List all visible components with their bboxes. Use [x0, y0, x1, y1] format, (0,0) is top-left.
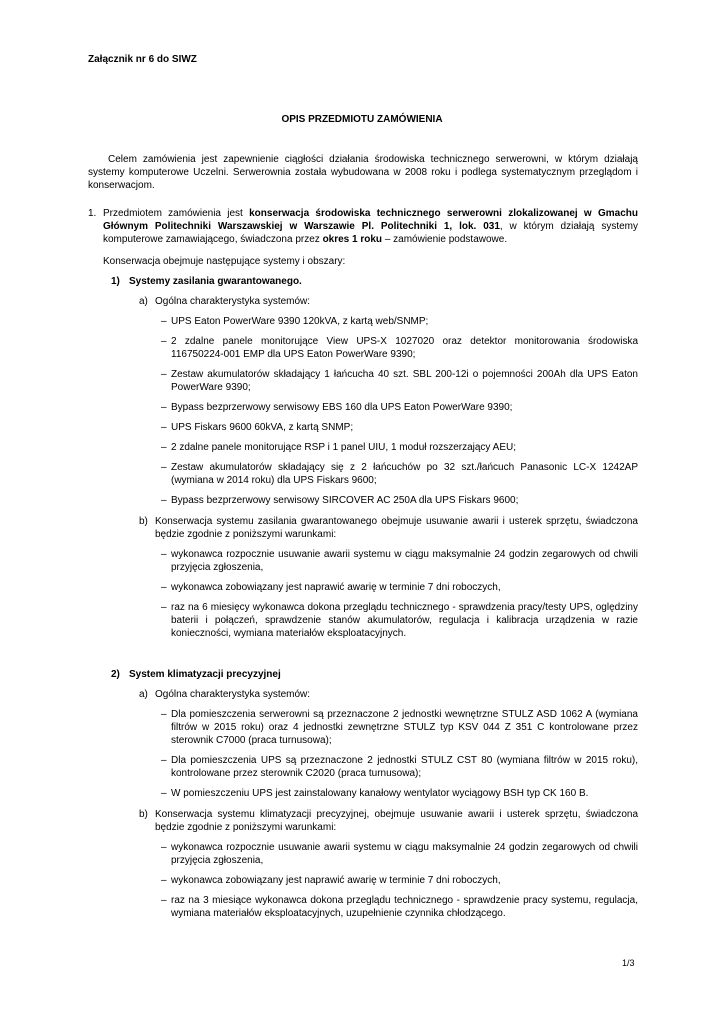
- section-1b-title: Konserwacja systemu zasilania gwarantowanego obejmuje usuwanie awarii i usterek sprzętu, świadczona będzie zgodnie z poniższymi warunkami:: [155, 516, 638, 540]
- section-2b-title: Konserwacja systemu klimatyzacji precyzyjnej, obejmuje usuwanie awarii i usterek sprzętu, świadczona będzie zgodnie z poniższymi warunkami:: [155, 809, 638, 833]
- section-1a-title: Ogólna charakterystyka systemów:: [155, 296, 311, 307]
- list-item: – wykonawca zobowiązany jest naprawić awarię w terminie 7 dni roboczych,: [161, 875, 501, 886]
- list-item: – wykonawca rozpocznie usuwanie awarii systemu w ciągu maksymalnie 24 godzin zegarowych od chwili przyjęcia zgłoszenia,: [161, 842, 638, 866]
- section-2-number: 2): [111, 669, 120, 680]
- list-item: – Zestaw akumulatorów składający się z 2 łańcuchów po 32 szt./łańcuch Panasonic LC-X 1242AP (wymiana w 2014 roku) dla UPS Fiskars 9600;: [161, 462, 638, 486]
- list-item: – 2 zdalne panele monitorujące RSP i 1 panel UIU, 1 moduł rozszerzający AEU;: [161, 442, 516, 453]
- page-number: 1/3: [622, 958, 635, 968]
- list-item: – Bypass bezprzerwowy serwisowy EBS 160 dla UPS Eaton PowerWare 9390;: [161, 402, 513, 413]
- scope-paragraph: Konserwacja obejmuje następujące systemy i obszary:: [103, 256, 346, 267]
- list-item: – 2 zdalne panele monitorujące View UPS-X 1027020 oraz detektor monitorowania środowiska 116750224-001 EMP dla UPS Eaton PowerWare 9390;: [161, 336, 638, 360]
- intro-paragraph: Celem zamówienia jest zapewnienie ciągłości działania środowiska technicznego serwerowni, w którym działają systemy komputerowe Uczelni. Serwerownia została wybudowana w 2008 roku i podlega systematycznym przeglądom i konserwacjom.: [88, 154, 638, 191]
- section-1a-label: a): [139, 296, 148, 307]
- section-1-title: Systemy zasilania gwarantowanego.: [129, 276, 302, 287]
- list-item: – raz na 3 miesiące wykonawca dokona przeglądu technicznego - sprawdzenie pracy systemu, regulacja, wymiana materiałów eksploatacyjnych, uzupełnienie czynnika chłodzącego.: [161, 895, 638, 919]
- section-2-title: System klimatyzacji precyzyjnej: [129, 669, 281, 680]
- attachment-header: Załącznik nr 6 do SIWZ: [88, 54, 197, 65]
- point-1-number: 1.: [88, 208, 97, 219]
- list-item: – Zestaw akumulatorów składający 1 łańcucha 40 szt. SBL 200-12i o pojemności 200Ah dla UPS Eaton PowerWare 9390;: [161, 369, 638, 393]
- list-item: – UPS Eaton PowerWare 9390 120kVA, z kartą web/SNMP;: [161, 316, 429, 327]
- list-item: – raz na 6 miesięcy wykonawca dokona przeglądu technicznego - sprawdzenia pracy/testy UPS, oględziny baterii i połączeń, sprawdzenie stanów akumulatorów, regulacja i kalibracja urządzenia w razie konieczności, wymiana materiałów eksploatacyjnych.: [161, 602, 638, 639]
- section-2a-label: a): [139, 689, 148, 700]
- list-item: – UPS Fiskars 9600 60kVA, z kartą SNMP;: [161, 422, 354, 433]
- list-item: – Dla pomieszczenia UPS są przeznaczone 2 jednostki STULZ CST 80 (wymiana filtrów w 2015 roku), kontrolowane przez sterownik C2020 (praca turnusowa);: [161, 755, 638, 779]
- section-1b-label: b): [139, 516, 148, 527]
- section-2a-title: Ogólna charakterystyka systemów:: [155, 689, 311, 700]
- list-item: – W pomieszczeniu UPS jest zainstalowany kanałowy wentylator wyciągowy BSH typ CK 160 B.: [161, 788, 589, 799]
- list-item: – Bypass bezprzerwowy serwisowy SIRCOVER AC 250A dla UPS Fiskars 9600;: [161, 495, 519, 506]
- section-1-number: 1): [111, 276, 120, 287]
- page-title: OPIS PRZEDMIOTU ZAMÓWIENIA: [281, 114, 443, 125]
- list-item: – wykonawca zobowiązany jest naprawić awarię w terminie 7 dni roboczych,: [161, 582, 501, 593]
- section-2b-label: b): [139, 809, 148, 820]
- point-1-text: Przedmiotem zamówienia jest konserwacja środowiska technicznego serwerowni zlokalizowanej w Gmachu Głównym Politechniki Warszawskiej w Warszawie Pl. Politechniki 1, lok. 031, w którym działają systemy komputerowe zamawiającego, świadczona przez okres 1 roku – zamówienie podstawowe.: [103, 208, 639, 245]
- list-item: – Dla pomieszczenia serwerowni są przeznaczone 2 jednostki wewnętrzne STULZ ASD 1062 A (wymiana filtrów w 2015 roku) oraz 4 jednostki zewnętrzne STULZ typ KSV 044 Z 351 C kontrolowane przez sterownik C7000 (praca turnusowa);: [161, 709, 638, 746]
- list-item: – wykonawca rozpocznie usuwanie awarii systemu w ciągu maksymalnie 24 godzin zegarowych od chwili przyjęcia zgłoszenia,: [161, 549, 638, 573]
